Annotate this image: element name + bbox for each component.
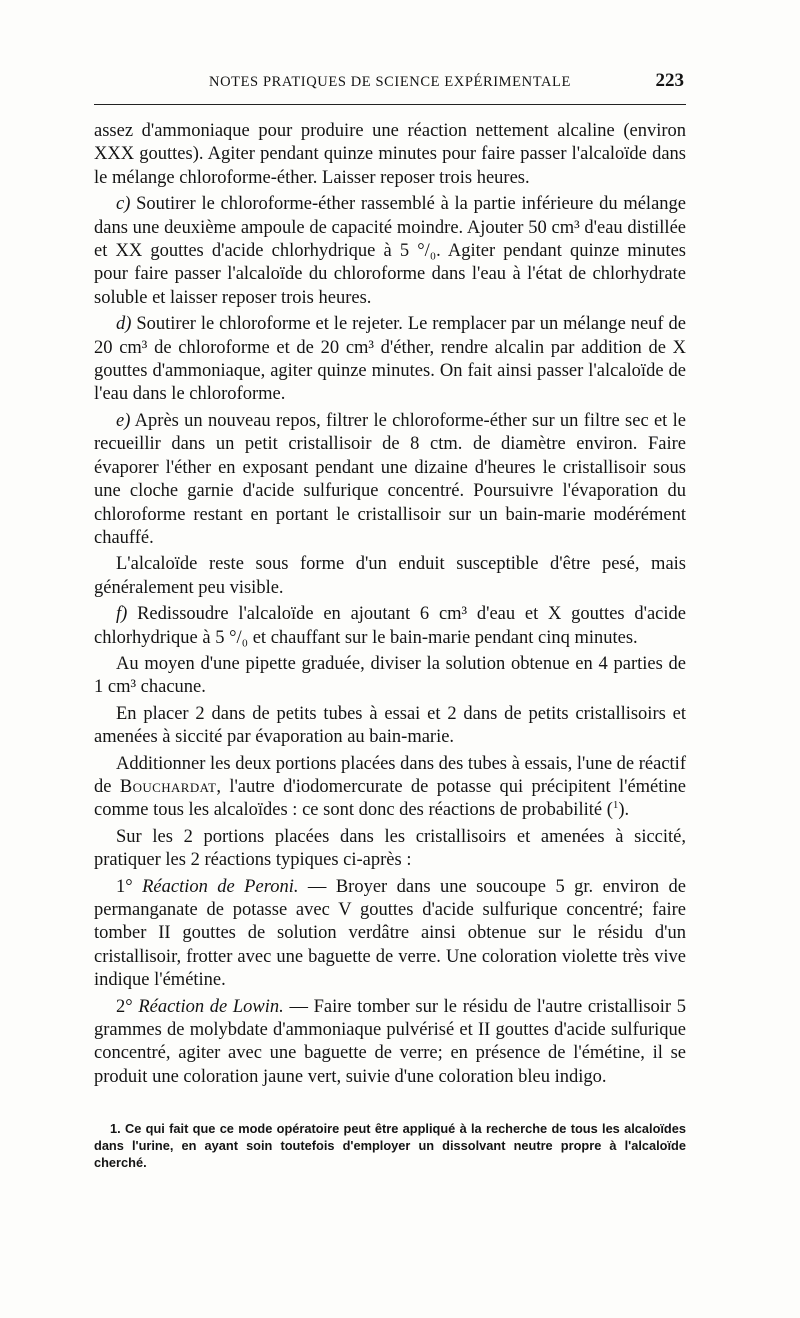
paragraph-typical-reactions (94, 826, 686, 873)
step-label: f) (116, 604, 128, 625)
footnote-reference[interactable]: 1 (612, 799, 619, 812)
header-rule (94, 104, 686, 105)
body-text (94, 120, 686, 1092)
paragraph-text: — Faire tomber sur le résidu de l'autre cristallisoir 5 grammes de molybdate d'ammoniaque pulvérisé et II gouttes d'acide sulfurique concentré, agiter avec une baguette de verre; en présence de l'émétine, il se produit une coloration jaune vert, suivie d'une coloration bleu indigo. (94, 996, 686, 1087)
reaction-title: Réaction de Peroni. (142, 876, 299, 897)
paragraph-text: En placer 2 dans de petits tubes à essai et 2 dans de petits cristallisoirs et amenées à siccité par évaporation au bain-marie. (94, 703, 686, 748)
paragraph-step-e (94, 410, 686, 550)
paragraph-text: ). (618, 800, 630, 821)
running-title: NOTES PRATIQUES DE SCIENCE EXPÉRIMENTALE (209, 74, 571, 90)
page-header (94, 72, 686, 102)
step-label: 1° (116, 876, 143, 897)
paragraph-step-d (94, 313, 686, 407)
step-label: c) (116, 194, 131, 215)
step-label: 2° (116, 996, 139, 1017)
paragraph-text: Soutirer le chloroforme-éther rassemblé à la partie inférieure du mélange dans une deuxième ampoule de capacité moindre. Ajouter 50 cm³ d'eau distillée et XX gouttes d'acide chlorhydrique à 5 °/₀. Agiter pendant quinze minutes pour faire passer l'alcaloïde du chloroforme dans l'eau à l'état de chlorhydrate soluble et laisser reposer trois heures. (94, 194, 686, 308)
page-number: 223 (655, 70, 684, 91)
paragraph-text: Additionner les deux portions placées dans des tubes à essais, l'une de réactif de (94, 753, 686, 797)
step-label: e) (116, 410, 131, 431)
paragraph-step-f (94, 603, 686, 650)
paragraph-text: Soutirer le chloroforme et le rejeter. Le remplacer par un mélange neuf de 20 cm³ de chloroforme et de 20 cm³ d'éther, rendre alcalin par addition de X gouttes d'ammoniaque, agiter quinze minutes. On fait ainsi passer l'alcaloïde de l'eau dans le chloroforme. (94, 314, 686, 405)
paragraph-reaction-lowin (94, 996, 686, 1090)
author-name: Bouchardat (119, 776, 217, 797)
step-label: d) (116, 314, 132, 335)
paragraph-text: — Broyer dans une soucoupe 5 gr. environ de permanganate de potasse avec V gouttes d'acide sulfurique concentré; faire tomber II gouttes de solution verdâtre ainsi obtenue sur le résidu d'un cristallisoir, frotter avec une baguette de verre. Une coloration violette très vive indique l'émétine. (94, 876, 686, 991)
paragraph-text: Au moyen d'une pipette graduée, diviser la solution obtenue en 4 parties de 1 cm³ chacune. (94, 653, 686, 698)
paragraph-text: Après un nouveau repos, filtrer le chloroforme-éther sur un filtre sec et le recueillir dans un petit cristallisoir de 8 ctm. de diamètre environ. Faire évaporer l'éther en exposant pendant une dizaine d'heures le cristallisoir sous une cloche garnie d'acide sulfurique concentré. Poursuivre l'évaporation du chloroforme restant en portant le cristallisoir sur un bain-marie modérément chauffé. (94, 410, 686, 548)
paragraph-pipette (94, 653, 686, 700)
paragraph-text: assez d'ammoniaque pour produire une réaction nettement alcaline (environ XXX gouttes). Agiter pendant quinze minutes pour faire passer l'alcaloïde dans le mélange chloroforme-éther. Laisser reposer trois heures. (94, 121, 686, 188)
footnotes (94, 1120, 686, 1171)
footnote-1: 1. Ce qui fait que ce mode opératoire peut être appliqué à la recherche de tous les alcaloïdes dans l'urine, en ayant soin toutefois d'employer un dissolvant neutre propre à l'alcaloïde cherché. (94, 1121, 686, 1170)
paragraph-continuation (94, 120, 686, 190)
paragraph-step-c (94, 193, 686, 310)
paragraph-tubes (94, 703, 686, 750)
paragraph-probability-reactions (94, 753, 686, 823)
paragraph-text: , l'autre d'iodomercurate de potasse qui précipitent l'émétine comme tous les alcaloïdes : ce sont donc des réactions de probabilité ( (94, 776, 687, 821)
paragraph-alkaloid-residue (94, 553, 686, 600)
paragraph-text: Redissoudre l'alcaloïde en ajoutant 6 cm³ d'eau et X gouttes d'acide chlorhydrique à 5 °/₀ et chauffant sur le bain-marie pendant cinq minutes. (94, 604, 686, 648)
reaction-title: Réaction de Lowin. (138, 996, 284, 1017)
paragraph-text: Sur les 2 portions placées dans les cristallisoirs et amenées à siccité, pratiquer les 2 réactions typiques ci-après : (94, 826, 686, 871)
paragraph-reaction-peroni (94, 876, 686, 993)
paragraph-text: L'alcaloïde reste sous forme d'un enduit susceptible d'être pesé, mais généralement peu visible. (94, 554, 686, 598)
